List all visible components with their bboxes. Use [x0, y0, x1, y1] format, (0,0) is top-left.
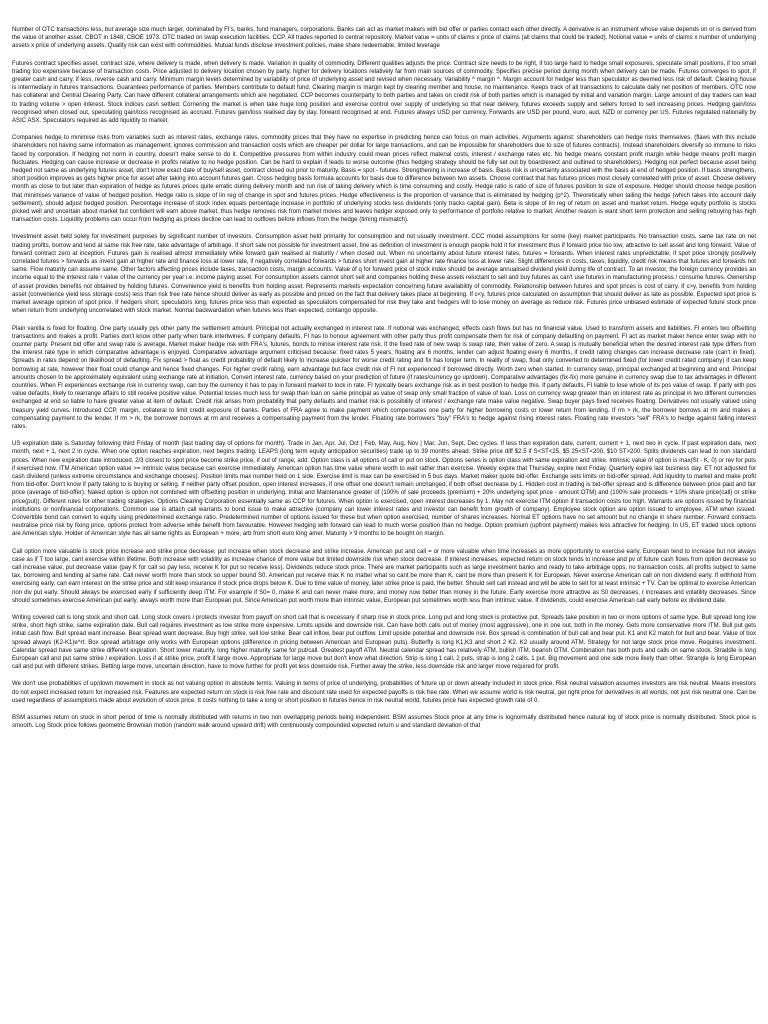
paragraph-risk-neutral-valuation: We don't use probabilities of up/down movement in stock as not valuing option in absolute terms. Valuing in terms of price of underlying, probabilities of future up or down already included in stock price. Risk neutral valuation assumes investors are risk neutral. Means investors do not expect increased return for increased risk. Features are expected return on stock is risk free rate and discount rate used for expected payoffs is risk free rate. When we assume world is risk neutral, get right price for derivatives in all worlds, not just risk neutral one. Can be used regardless of assumptions made about evolution of stock price. It costs nothing to take a long or short position in futures hence in risk neutral world, futures price has expected growth rate of 0.	[12, 681, 756, 704]
paragraph-black-scholes: BSM assumes return on stock in short period of time is normally distributed with returns in two non overlapping periods being independent. BSM assumes Stock price at any time is lognormally distributed hence natural log of stock price is normally distributed. Stock price is smooth. Log Stock price follows geometric Brownian motion (random walk around upward drift) with continuously compounded expected return u and standard deviation of that	[12, 715, 756, 730]
paragraph-option-strategies: Writing covered call is long stock and short call. Long stock covers / protects investor from payoff on short call that is necessary if sharp rise in stock price. Long put and long stock is protective put. Spreads take position in two or more options of same type. Bull spread long low strike, short high strike, same expiration date. Bull call requires investment as low strike more expensive. Limits upside and downside risk. Can have both calls out of money (most aggressive), one in one out, both in the money. Gets more conservative more ITM. Bull put gets initial cash flow. Bull spread want increase. Bear spread want decrease. Buy high strike, sell low strike. Bear call inflow, bear put outflow. Limit upside potential and downside risk. Box spread is combination of bull call and bear put. K1 and K2 match for bull and bear. Value of box spread always (K2-K1)e^rt. Box spread arbitrage only works with European options (difference in pricing between American and European puts). Butterfly is long K1,K3 and short 2 K2. K2 usually around ATM. Strategy for not large stock price move. Requires investment. Calendar spread have same strike different expiration. Short lower maturity, long higher maturity same for put/call. Greatest payoff ATM. Neutral calendar spread has relatively ATM, bullish ITM, bearish OTM. Combination has both puts and calls on same stock. Straddle is long European call and put same strike / expiration. Loss if at strike price, profit if large move. Appropriate for large move but don't know what direction. Strip is long 1 call, 2 puts, strap is long 2 calls, 1 put. Big movement and one side more likely than other. Strangle is long European call and put with different strikes. Betting large move, uncertain direction, have to move further for profit yet less downside risk. Further away the strike, less downside risk and larger move required for profit.	[12, 615, 756, 671]
paragraph-otc-markets: Number of OTC transactions less, but average size much larger, dominated by FI's, banks, fund managers, corporations. Banks can act as market makers with bid offer or parties contact each other directly. A derivative is an instrument whose value depends on or is derived from the value of another asset. CBOT in 1848, CBOE 1973. OTC traded on swap execution facilities. CCP. All trades reported to central repository. Market value = units of claims x price of claims (all claims that could be traded). Notional value = units of claims x number of underlying assets x price of underlying assets. Quality risk can exist with commodities. Mutual funds disclose investment policies, make share redeemable, limited leverage	[12, 27, 756, 50]
paragraph-futures-contracts: Futures contract specifies asset, contract size, where delivery is made, when delivery is made. Variation in quality of commodity. Different qualities adjusts the price. Contract size needs to be right, if too large hard to hedge small exposures, speculate small positions, if too small trading too expensive because of transaction costs. Price adjusted to delivery location chosen by party, higher for delivery locations relatively far from main sources of commodity. Specifies precise period during month when delivery can be made. Futures converges to spot, if greater cash and carry, if less, reverse cash and carry. Minimum margin levels determined by variability of price of underlying asset and revised when necessary. Variability ^ margin ^. Margin account for hedger less than speculator as deemed less risk of default. Clearing house is intermediary in futures transactions. Guarantees performance of parties. Members contribute to default fund. Clearing margin is margin kept by clearing member and house, no maintenance. Keeps track of all transactions to calculate daily net position of members. OTC now has collateral and Central Clearing Party. Can have different collateral arrangements which are negotiated. CCP becomes counterparty to both parties and takes on credit risk of both parties which is managed by initial and variation margin. Large amount of day traders can lead to trading volume > open interest. Stock indices cash settled. Cornering the market is when take huge long position and exercise control over supply of underlying so that near delivery, futures exceeds supply and sellers forced to sell increasing prices. Hedging gain/loss recognised when closed out, speculating gain/loss recognised as accrued. Futures gain/loss realised day by day, forward recognised at end. Futures always USD per currency. Forwards are USD per pound, euro, aud, NZD or currency per US. Futures regulated nationally by ASIC ASX. Speculators required as add liquidity to market.	[12, 60, 756, 125]
paragraph-options-markets: US expiration date is Saturday following third Friday of month (last trading day of options for month). Trade in Jan, Apr, Jul, Oct | Feb, May, Aug, Nov | Mar, Jun, Sept, Dec cycles. If less than expiration date, current, current + 1, next two in cycle. If past expiration date, next month, next + 1, next 2 in cycle. When one option reaches expiration, next begins trading. LEAPS (long term equity anticipation securities) trade up to 39 months ahead. Strike price diff $2.5 if S<ST<25, $5 25<ST<200, $10 ST>200. Splits dividends can lead to non standard prices. When new expiration date introduced, 2/3 closest to spot price become strike price, if out of range, add. Option class is all options of call or put on stock. Options series is option class with same expiration and strike. Intrinsic value of option is max(St - K, 0) or rev for puts if exercised now. ITM American option value >= intrinsic value because can exercise immediately. American option has time value where worth to wait rather than exercise. Weekly expire that Thursday, expire next Friday. Quarterly expire last business day. ET not adjusted for cash dividend (unless extreme circumstance and exchange chooses). Position limits max number held on 1 side. Exercise limit is max can be exercised in 5 bus days. Market maker quote bid-offer. Exchange sets limits on bid-offer spread. Add liquidity to market and make profit from bid-offer. Don't know if party taking to is buying or selling. If neither party offset position, open interest increases, if one offset one doesn't remain unchanged, if both offset decrease by 1. Hidden cost in trading is bid-offer spread and is difference between price paid and fair price (average of bid-offer). Naked option is option not combined with offsetting position in underlying. Initial and Maintenance greater of (100% of sale proceeds (premium) + 20% underlying spot price - amount OTM) and (100% sale proceeds + 10% share price(call) or strike price(put)). Different rules for other trading strategies. Options Clearing Corporation essentially same as CCP for futures. When option is exercised, open interest decreases by 1. May not exercise ITM option if transaction costs too high. Warrants are options issued by financial institutions or nonfinancial corporations. Common use is attach call warrants to bond issue to make attractive (company can lower interest rates and investor can benefit from growth of company). Employee stock option are option issued to employee, ATM when issued. Convertible bond can convert to equity using predetermined exchange ratio. Predetermined number of options issued for these but when option exercised, number of shares increases. Normal ET options have no set amount but no change in share number. Forward contracts neutralise price risk by fixing price, options protect from adverse while benefit from favourable. However hedging with forward can lead to much worse position than no hedge. Option premium (upfront payment) makes less attractive for hedging. In US, ET traded stock options are American style. Holder of American style has all same rights as European + more, arb from short euro long amer. Maturity > 9 months to be bought on margin.	[12, 441, 756, 538]
paragraph-swaps: Plain vanilla is fixed for floating. One party usually pys other party the settlement amount. Principal not actually exchanged in interest rate. If notional was exchanged, effects cash flows but has no financial value. Used to transform assets and liabilities. FI enters two offsetting transactions and makes a profit. Parties don't know other party when bank intertwines. If company defaults, FI has to honour agreement with other party thus profit compensate them for risk of company defaulting on payment. FI act as market maker hence enter swap with no counter party. Present bid offer and swap rate is average. Market maker hedge risk with FRA's, futures, bonds to minise interest rate risk. If the fixed rate of new swap is swap rate, then value of zero. A swap is mutually beneficial when the desired interest rate type differs from the interest rate type in which comparative advantage is enjoyed. Comparative advantage argument criticised because: fixed rates 5 years, floating are 6 months, lender can adjust floating every 6 months, if credit rating changes can increase decrease rate (can't in fixed). Spreads in rates depend on likelihood of defaulting. Fix spread > float as credit probability of default likely to increase quicker for worse credit rating and fix has longer term. In reality of swap, float only converted to determined fixed (for lower credit rated company) if can keep borrowing at rate, however their float could change and hence fixed changes. For higher credit rating, earn advantage but face credit risk of FI not experienced if borrowed directly. Worth zero when started. In currency swap, principal exchanged at beginning and end. Principal amounts chosen to be approximately equivalent using exchange rate at initiation. Convert interest rate, currency based on your prediction of future (if rates/currency go up/down). Comparative advantages (fix-fix) more genuine in currency swap due to tax advantages in different countries. When FI experiences exchange risk in currency swap, can buy the currency it has to pay in forward market to lock in rate. FI typically bears exchange risk as in best position to hedge this. If party defaults, FI liable to lose whole of its pos value of swap. If party with pos value defaults, likely to rearrange affairs to still receive positive value. Potential losses much less for swap than loan on same principal as value of swap only small fraction of value of loan. Loss on currency swap greater than on interest rate as principal in two different currencies exchanged at end so liable to have greater value at item of default. Credit risk arises from probability that party defaults and market risk is possibility of interest / exchange rate make value negative. Swap buyer pays fixed receives floating. Derivatives not usually valued using treasury yield curves. Introduced CCP, margin, collateral to limit credit exposure of banks. Parties of FRA agree to make payment which compensates one party for higher borrowing costs or lower return from lending. If rm > rk, the borrower borrows at rm and makes a compensating payment to the lender. If rm > rk, the borrower borrows at rm and receives a compensating payment from the lender. Floating rate borrowers "buy" FRA's to hedge against rising interest rates. Floating rate investors "sell" FRA's to hedge against falling interest rates.	[12, 325, 756, 430]
paragraph-hedging: Companies hedge to minimise risks from variables such as interest rates, exchange rates, commodity prices that they have no expertise in predicting hence can focus on main activities. Arguments against: shareholders can hedge risks themselves. (flaws with this include shareholders not having same information as management; ignores commission and transaction costs which are cheaper per dollar for large transactions, and can be impossible for shareholders due to size of futures contracts). Instead shareholders diversify so immune to risks faced by corporation. If hedging not norm in country, doesn't make sense to do it. Competitive pressures from within industry could mean prices reflect material costs, interest / exchange rates etc. No hedge means constant profit margin while hedge means profit margin fluctuates. Hedging can cause increase or decrease in profits relative to no hedge position. Can be hard to explain if leads to worse outcome (thus hedging strategy should be fully set out by board/exect and outlined to shareholders). Hedging not perfect because asset being hedged not same as underlying futures asset, don't know exact date of buy/sell asset, contract closed out prior to maturity. Basis = spot - futures. Strengthening is increase of basis. Basis risk is uncertainty associated with the basis at end of hedged position. If basis strengthens, short position improves as gets higher price for asset after taking into account futures gain. Cross hedging basis formula accounts for basis due to difference between two assets. Choose contract that has futures prices most closely correlated with price of asset. Choose delivery month as close to but later than expiration of hedge as futures prices quite erratic during delivery month and run risk of taking delivery which is time consuming and costly. Hedge ratio is ratio of size of futures position to size of exposure. Hedger should choose hedge position that minimises variance of value of hedged position. Hedge ratio is slope of lin reg of change in spot and futures prices. Hedge effectiveness is the proportion of variance that is eliminated by hedging (p^2). Theoretically when tailing the hedge (which takes into account daily settlement), should adjust hedged position. Percentage increase of stock index equals percentage increase in portfolio of underlying stocks less dividends (only tracks capital gain). Beta is slope of lin reg of return on asset and market return. Hedge equity portfolio is stocks picked well and uncertain about market but confident will earn above market, thus hedge removes risk from market moves and leaves hedger exposed only to performance of portfolio relative to market. Another reason is want short term protection and selling rebuying has high transaction costs. Liquidity problems can occur from hedging as prices decline can lead to outflows before inflows from the hedge (timing mismatch).	[12, 135, 756, 224]
paragraph-option-properties: Call option more valuable is stock price increase and strike price decrease, put increase when stock decrease and strike increase. American put and call = or more valuable when time increases as more opportunity to exercise early. European tend to increase but not always case as if T too large, cant exercise within lifetime. Both increase with volatility as increase chance of more value but limited downside risk when stock decrease. If interest increases, expected return on stock tends to increase and pv of future cash flows from option decrease so call increase value, put decrease value (pay K for call so pay less, receive K for put so receive less). Dividends reduce stock price. There are market participants such as large investment banks and ready to take arbitrage opps, no transaction costs, all profits subject to same tax, borrowing and lending at same rate. Call never worth more than stock so upper bound S0. American put receive max K no matter what so cant be more than K, cant be more than present K for European. Never exercise American call on non dividend early. If withhold from exercising early, can earn interest on the strike price and still keep insurance if stock price drops below K. Due to time value of money, later strike price is paid, the better. Should sell call instead and will be able to sell for at least intrinsic + TV. Can be optimal to exercise American non div put early. Should always be exercised early if sufficiently deep ITM. For example if S0= 0, make K and can never make more, and money now better than money in the future. Early exercise more attractive as S0 decreases, r increases and volatility decreases. Since should sometimes exercise American put early, always worth more than European put. Since American put worth more than intrinsic value, European put sometimes worth less than intrinsic value. If dividends, could exercise American call early before ex dividend date.	[12, 548, 756, 604]
paragraph-forward-futures-pricing: Investment asset held solely for investment purposes by significant number of investors. Consumption asset held primarily for consumption and not usually investment. CCC model assumptions for some (key) market participants. No transaction costs, same tax rate on net trading profits, borrow and lend at same risk free rate, take advantage of arbitrage. If short sale not possible for investment asset, fine as definition of investment is enough people hold it for investment thus if forward price too low, attractive to sell asset and long forward. Value of forward contract zero at inception. Futures gain is realised almost immediately while forward gain realised at maturity / when closed out. When no uncertainty about future interest rates, futures = forwards. When interest rates unpredictable, if spot price strongly positively correlated futures > forwards as invest gain at higher rate and finance loss at lower rate, if negatively correlated forwards > futures short invest gain at higher rate finance loss at lower rate. Slight differences in costs, taxes, liquidity, credit risk means that futures and forwards not same. Flow maturity can assume same. Other factors affecting prices include taxes, transaction costs, margin accounts. Value of q for forward price of stock index should be average annualised dividend yield during life of contract. To an investor, the foreign currency provides an income equal to the interest rate r value of the currency per year i.e. income paying asset. For consumption assets cannot short sell and companies holding these assets reluctant to sell and buy futures as can't use futures in manufacturing process / consume futures. Ownership of asset provides benefits not obtained by holding futures. Convenience yield is benefits from holding asset. Represents markets expectation concerning future availability of commodity. Relationship between futures and spot prices is cost of carry. If c>y, benefits from holding asset (convenience yield less storage costs) less than risk free rate hence should deliver as early as possible and priced on the fact that delivery takes place at beginning. If c<y, futures price calculated on assumption that should deliver as late as possible. Expected spot price is market average opinion of spot price. If hedgers short, speculators long, futures price less than expected as speculators compensated for risk they take and hedgers will to lose money on average as reduce risk. Futures price unbiased estimate of expected future stock price when return from underlying uncorrelated with stock market. Normal backwardation when futures less than expected, contango opposite.	[12, 234, 756, 315]
